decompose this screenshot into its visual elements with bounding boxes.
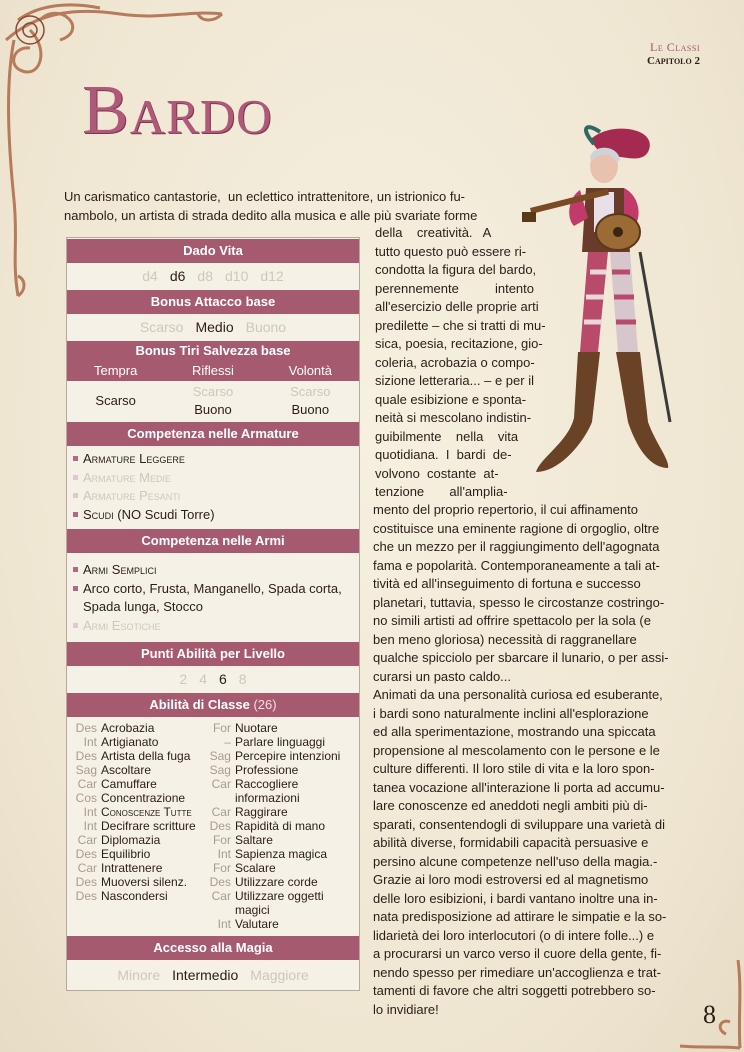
skill-points-option: 8	[238, 671, 247, 687]
magic-option: Intermedio	[172, 967, 239, 983]
hit-die-option: d12	[260, 268, 284, 284]
body-line: Grazie ai loro modi estroversi ed al magnetismo	[373, 872, 649, 887]
class-skill: Des Utilizzare corde	[209, 875, 318, 889]
body-line: lare conoscenze ed aneddoti negli ambiti più di-	[373, 798, 648, 813]
wrap-line: della creatività. A	[375, 225, 492, 240]
class-skill: Des Nascondersi	[75, 889, 168, 903]
save-riflessi-value: Buono	[194, 402, 232, 417]
class-skills-header: Abilità di Classe (26)	[67, 692, 359, 717]
body-line: planetari, tuttavia, spesso le circostanze costringo-	[373, 594, 665, 610]
wrap-line: guibilmente nella vita	[375, 428, 519, 444]
hit-die-option: d4	[142, 268, 158, 284]
save-riflessi	[164, 381, 261, 421]
bab-header: Bonus Attacco base	[67, 289, 359, 314]
body-line: costituisce una eminente ragione di orgoglio, oltre	[373, 520, 660, 536]
body-line: lidarietà dei loro interlocutori (o di intere folle...) e	[373, 927, 655, 943]
body-line: curarsi un pasto caldo...	[373, 668, 512, 684]
class-skill: For Scalare	[212, 861, 276, 875]
class-skill: – Parlare linguaggi	[224, 735, 326, 749]
chapter-section: Le Classi	[650, 40, 700, 54]
class-skill: Des Acrobazia	[75, 721, 155, 735]
class-skill: Car Camuffare	[77, 777, 157, 791]
body-line: culture differenti. Il loro stile di vita e la loro spon-	[373, 761, 655, 776]
body-line: tanea vocazione all'interazione li porta ad accumu-	[373, 779, 665, 795]
body-line: delle loro esibizioni, i bardi vantano inoltre una in-	[373, 890, 658, 906]
wrap-line: predilette – che si tratti di mu-	[375, 317, 546, 333]
body-line: fama e popolarità. Contemporaneamente a tali at-	[373, 557, 660, 573]
save-col-volonta: Volontà	[288, 363, 332, 378]
class-skills-grid	[67, 717, 359, 935]
bab-option: Scarso	[139, 319, 184, 335]
armor-item: Armature Medie	[73, 469, 359, 488]
weapon-martial-list: Arco corto, Frusta, Manganello, Spada corta, Spada lunga, Stocco	[73, 580, 359, 617]
class-skill: Car Diplomazia	[77, 833, 161, 847]
body-line: che un mezzo per il raggiungimento dell'agognata	[373, 539, 660, 554]
armor-item: Scudi (NO Scudi Torre)	[73, 506, 359, 525]
wrap-line: tenzione all'amplia-	[375, 484, 508, 499]
class-skill: Int Valutare	[217, 917, 279, 931]
class-skill: For Saltare	[212, 833, 273, 847]
armor-item: Armature Leggere	[73, 450, 359, 469]
body-line: tamenti di favore che altri soggetti potrebbero so-	[373, 983, 656, 998]
class-skill: Sag Percepire intenzioni	[209, 749, 341, 763]
bab-option: Medio	[195, 319, 234, 335]
wrap-line: quotidiana. I bardi de-	[375, 447, 512, 462]
body-line: nendo spesso per rimediare un'accoglienza e trat-	[373, 964, 661, 980]
body-line: tività ed all'inseguimento di fortuna e successo	[373, 576, 641, 591]
save-volonta-value: Buono	[291, 402, 330, 417]
class-skill: Sag Ascoltare	[75, 763, 152, 777]
wrap-line: perennemente intento	[375, 280, 534, 296]
class-skill: Car Utilizzare oggetti magici	[211, 889, 324, 917]
class-skill: Car Raggirare	[211, 805, 288, 819]
saves-columns	[67, 361, 359, 381]
armor-list	[67, 446, 359, 528]
armor-item: Armature Pesanti	[73, 487, 359, 506]
skill-points-option: 2	[179, 671, 188, 687]
saves-values	[67, 381, 359, 421]
body-line: sparati, consentendogli di sviluppare una varietà di	[373, 816, 665, 832]
body-line: qualche spicciolo per sbarcare il lunario, o per assi-	[373, 650, 669, 665]
class-skills-right	[205, 721, 359, 931]
body-line: i bardi sono naturalmente inclini all'esplorazione	[373, 705, 649, 721]
skill-points-option: 4	[199, 671, 207, 687]
save-riflessi-dim: Scarso	[192, 384, 234, 399]
body-line: nata predisposizione ad attirare le simpatie e la so-	[373, 909, 667, 924]
bab-option: Buono	[245, 319, 287, 335]
body-line: lo invidiare!	[373, 1001, 439, 1017]
save-tempra-value: Scarso	[95, 393, 136, 408]
wrap-line: sica, poesia, recitazione, gio-	[375, 336, 543, 351]
class-skill: Des Rapidità di mano	[209, 819, 326, 833]
body-line: a procurarsi un varco verso il cuore della gente, fi-	[373, 946, 662, 961]
magic-header: Accesso alla Magia	[67, 935, 359, 960]
body-line: persino alcune competenze nell'uso della magia.-	[373, 853, 658, 869]
class-skill: For Nuotare	[212, 721, 278, 735]
wrap-line: tutto questo può essere ri-	[375, 243, 527, 259]
hit-die-option: d10	[225, 268, 249, 284]
wrap-line: quale esibizione e sponta-	[375, 391, 527, 407]
weapons-header: Competenza nelle Armi	[67, 528, 359, 553]
class-skill: Int Conoscenze Tutte	[83, 805, 192, 819]
class-skill: Car Raccogliere informazioni	[211, 777, 300, 805]
wrap-line: condotta la figura del bardo,	[375, 262, 537, 277]
class-table	[66, 237, 360, 991]
hit-die-option: d6	[169, 268, 186, 284]
body-line: no simili artisti ad offrire spettacolo per la sola (e	[373, 613, 651, 628]
hit-die-row	[67, 263, 359, 289]
magic-option: Minore	[117, 967, 161, 983]
intro-text	[64, 188, 524, 225]
skill-points-option: 6	[219, 671, 227, 687]
chapter-header	[647, 40, 700, 67]
class-skill: Cos Concentrazione	[75, 791, 186, 805]
class-skill: Int Artigianato	[83, 735, 159, 749]
class-skill: Des Muoversi silenz.	[75, 875, 188, 889]
body-line: abilità diverse, formidabili capacità persuasive e	[373, 835, 649, 850]
page-title: Bardo	[82, 72, 273, 149]
class-skill: Car Intrattenere	[77, 861, 163, 875]
weapon-exotic: Armi Esotiche	[73, 617, 359, 636]
bard-illustration	[520, 122, 680, 482]
page-number: 8	[703, 1000, 716, 1029]
body-line: mento del proprio repertorio, il cui affinamento	[373, 502, 638, 517]
wrap-line: sizione letteraria... – e per il	[375, 373, 534, 388]
bab-row	[67, 314, 359, 340]
class-skill: Int Sapienza magica	[217, 847, 328, 861]
skill-points-row	[67, 666, 359, 692]
save-col-tempra: Tempra	[93, 363, 138, 378]
save-tempra	[67, 381, 164, 421]
chapter-number: Capitolo 2	[647, 55, 700, 67]
save-volonta-dim: Scarso	[290, 384, 331, 399]
save-volonta	[262, 381, 359, 421]
magic-option: Maggiore	[250, 967, 309, 983]
skill-points-header: Punti Abilità per Livello	[67, 641, 359, 666]
wrap-line: coleria, acrobazia o compo-	[375, 354, 535, 370]
body-line: propensione al mescolamento con le persone e le	[373, 742, 660, 758]
body-text	[373, 501, 683, 1019]
wrap-line: all'esercizio delle proprie arti	[375, 299, 539, 314]
weapon-simple: Armi Semplici	[73, 561, 359, 580]
weapons-list	[67, 553, 359, 641]
class-skill: Sag Professione	[209, 763, 299, 777]
hit-die-option: d8	[197, 268, 213, 284]
body-line: ed alla sperimentazione, mostrando una spiccata	[373, 724, 656, 739]
class-skill: Des Artista della fuga	[75, 749, 191, 763]
wrap-line: volvono costante at-	[375, 465, 499, 481]
class-skill: Des Equilibrio	[75, 847, 151, 861]
wrap-line: neità si mescolano indistin-	[375, 410, 532, 425]
body-line: ben meno gloriosa) necessità di raggranellare	[373, 631, 637, 647]
class-skills-left	[71, 721, 205, 931]
class-skill: Int Decifrare scritture	[83, 819, 196, 833]
saves-header: Bonus Tiri Salvezza base	[67, 340, 359, 361]
hit-die-header: Dado Vita	[67, 238, 359, 263]
save-col-riflessi: Riflessi	[192, 363, 234, 378]
intro-line: nambolo, un artista di strada dedito alla musica e alle più svariate forme	[64, 207, 478, 223]
magic-row	[67, 960, 359, 990]
armor-header: Competenza nelle Armature	[67, 421, 359, 446]
intro-line: Un carismatico cantastorie, un eclettico intrattenitore, un istrionico fu-	[64, 189, 466, 204]
body-line: Animati da una personalità curiosa ed esuberante,	[373, 687, 663, 702]
